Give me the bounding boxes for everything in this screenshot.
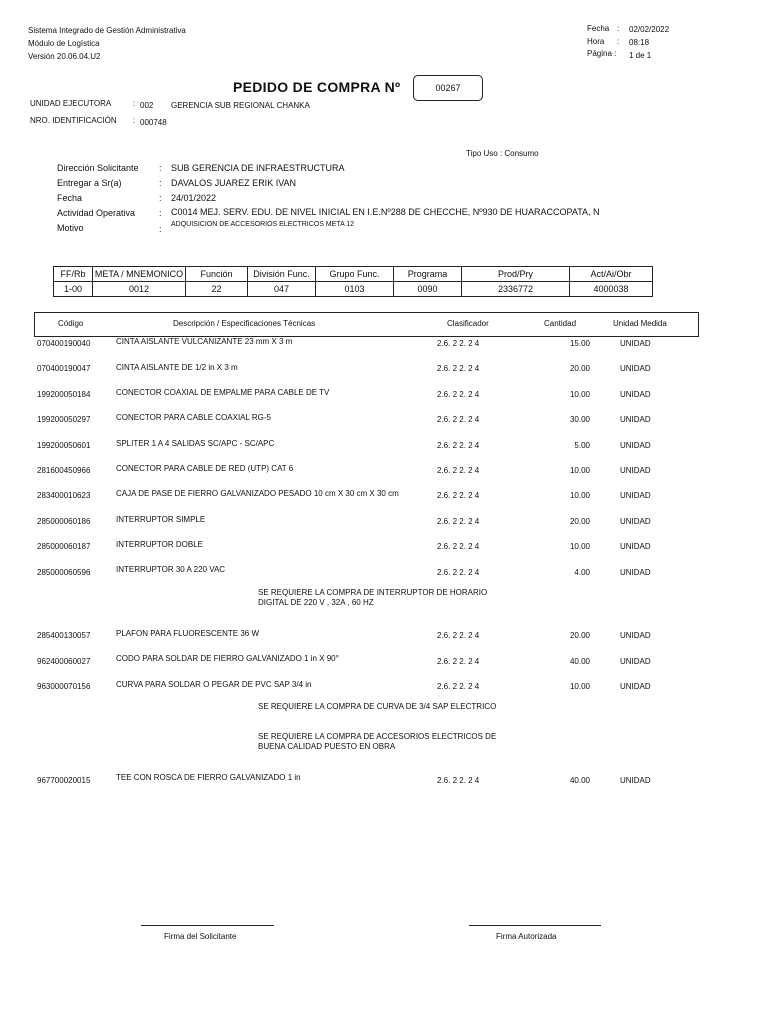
page-title: PEDIDO DE COMPRA Nº: [233, 79, 401, 95]
item-classifier: 2.6. 2 2. 2 4: [437, 415, 480, 424]
budget-cell: 0103: [316, 282, 394, 297]
item-code: 963000070156: [37, 682, 91, 691]
budget-cell: 0012: [93, 282, 186, 297]
actividad-label: Actividad Operativa: [57, 208, 136, 218]
item-code: 070400190047: [37, 364, 91, 373]
unidad-label: UNIDAD EJECUTORA: [30, 99, 112, 108]
print-time-colon: :: [617, 37, 620, 46]
identificacion-value: 000748: [140, 118, 167, 127]
unidad-code: 002: [140, 101, 154, 110]
module-name: Módulo de Logística: [28, 39, 100, 48]
item-code: 962400060027: [37, 657, 91, 666]
item-description: CONECTOR COAXIAL DE EMPALME PARA CABLE DE TV: [116, 388, 330, 397]
budget-table: [53, 266, 653, 297]
item-code: 281600450966: [37, 466, 91, 475]
item-classifier: 2.6. 2 2. 2 4: [437, 364, 480, 373]
item-quantity: 40.00: [569, 657, 590, 666]
item-classifier: 2.6. 2 2. 2 4: [437, 657, 480, 666]
print-time-label: Hora: [587, 37, 605, 46]
item-classifier: 2.6. 2 2. 2 4: [437, 568, 480, 577]
identificacion-label: NRO. IDENTIFICACIÓN: [30, 116, 117, 125]
item-quantity: 10.00: [569, 682, 590, 691]
budget-header: META / MNEMONICO: [93, 267, 186, 282]
item-description: INTERRUPTOR SIMPLE: [116, 515, 206, 524]
col-header-unidad: Unidad Medida: [613, 319, 667, 328]
items-header-box: [34, 312, 699, 337]
budget-cell: 2336772: [462, 282, 570, 297]
item-quantity: 30.00: [569, 415, 590, 424]
actividad-value: C0014 MEJ. SERV. EDU. DE NIVEL INICIAL EN I.E.Nº288 DE CHECCHE, Nº930 DE HUARACCOPATA, N: [171, 207, 600, 217]
budget-header: División Func.: [248, 267, 316, 282]
item-classifier: 2.6. 2 2. 2 4: [437, 491, 480, 500]
item-quantity: 10.00: [569, 466, 590, 475]
item-unit: UNIDAD: [620, 339, 651, 348]
item-code: 285000060596: [37, 568, 91, 577]
order-number-box: [413, 75, 483, 101]
item-code: 283400010623: [37, 491, 91, 500]
signature-label-autorizada: Firma Autorizada: [496, 932, 557, 941]
budget-header: Función: [186, 267, 248, 282]
item-description: CURVA PARA SOLDAR O PEGAR DE PVC SAP 3/4 in: [116, 680, 312, 689]
item-classifier: 2.6. 2 2. 2 4: [437, 390, 480, 399]
item-unit: UNIDAD: [620, 542, 651, 551]
budget-cell: 047: [248, 282, 316, 297]
item-note: SE REQUIERE LA COMPRA DE INTERRUPTOR DE HORARIO: [258, 588, 488, 597]
item-code: 967700020015: [37, 776, 91, 785]
budget-cell: 22: [186, 282, 248, 297]
col-header-cantidad: Cantidad: [544, 319, 577, 328]
tipo-uso: Tipo Uso : Consumo: [466, 149, 539, 158]
item-classifier: 2.6. 2 2. 2 4: [437, 339, 480, 348]
item-unit: UNIDAD: [620, 415, 651, 424]
item-quantity: 5.00: [574, 441, 590, 450]
unidad-colon: :: [133, 99, 136, 108]
col-header-codigo: Código: [58, 319, 84, 328]
page-value: 1 de 1: [629, 51, 652, 60]
item-unit: UNIDAD: [620, 517, 651, 526]
item-unit: UNIDAD: [620, 776, 651, 785]
version-label: Versión 20.06.04.U2: [28, 52, 101, 61]
budget-cell: 1-00: [54, 282, 93, 297]
fecha-value: 24/01/2022: [171, 193, 217, 203]
item-quantity: 15.00: [569, 339, 590, 348]
motivo-value: ADQUISICION DE ACCESORIOS ELECTRICOS META 12: [171, 221, 355, 228]
item-unit: UNIDAD: [620, 491, 651, 500]
identificacion-colon: :: [133, 116, 136, 125]
direccion-label: Dirección Solicitante: [57, 163, 139, 173]
item-unit: UNIDAD: [620, 657, 651, 666]
item-description: CODO PARA SOLDAR DE FIERRO GALVANIZADO 1 in X 90°: [116, 654, 339, 663]
item-classifier: 2.6. 2 2. 2 4: [437, 441, 480, 450]
budget-header: FF/Rb: [54, 267, 93, 282]
item-quantity: 20.00: [569, 631, 590, 640]
direccion-value: SUB GERENCIA DE INFRAESTRUCTURA: [171, 163, 345, 173]
item-classifier: 2.6. 2 2. 2 4: [437, 517, 480, 526]
signature-label-solicitante: Firma del Solicitante: [164, 932, 237, 941]
item-quantity: 40.00: [569, 776, 590, 785]
item-unit: UNIDAD: [620, 364, 651, 373]
item-classifier: 2.6. 2 2. 2 4: [437, 466, 480, 475]
item-description: INTERRUPTOR 30 A 220 VAC: [116, 565, 226, 574]
item-code: 199200050601: [37, 441, 91, 450]
budget-cell: 0090: [394, 282, 462, 297]
item-quantity: 10.00: [569, 390, 590, 399]
item-code: 285400130057: [37, 631, 91, 640]
budget-cell: 4000038: [570, 282, 653, 297]
item-code: 070400190040: [37, 339, 91, 348]
motivo-colon: :: [159, 224, 162, 234]
system-name: Sistema Integrado de Gestión Administrativa: [28, 26, 186, 35]
item-description: TEE CON ROSCA DE FIERRO GALVANIZADO 1 in: [116, 773, 301, 782]
print-date-value: 02/02/2022: [629, 25, 670, 34]
unidad-name: GERENCIA SUB REGIONAL CHANKA: [171, 101, 310, 110]
budget-header: Programa: [394, 267, 462, 282]
item-unit: UNIDAD: [620, 568, 651, 577]
item-quantity: 4.00: [574, 568, 590, 577]
print-time-value: 08:18: [629, 38, 650, 47]
fecha-label: Fecha: [57, 193, 83, 203]
item-note: SE REQUIERE LA COMPRA DE CURVA DE 3/4 SAP ELECTRICO: [258, 702, 497, 711]
item-description: CINTA AISLANTE DE 1/2 in X 3 m: [116, 363, 238, 372]
item-classifier: 2.6. 2 2. 2 4: [437, 776, 480, 785]
budget-header: Grupo Func.: [316, 267, 394, 282]
direccion-colon: :: [159, 163, 162, 173]
col-header-clasificador: Clasificador: [447, 319, 489, 328]
page-label: Página :: [587, 49, 617, 58]
item-code: 285000060186: [37, 517, 91, 526]
item-unit: UNIDAD: [620, 682, 651, 691]
item-quantity: 10.00: [569, 491, 590, 500]
motivo-label: Motivo: [57, 223, 84, 233]
item-code: 199200050297: [37, 415, 91, 424]
item-description: INTERRUPTOR DOBLE: [116, 540, 203, 549]
item-note: SE REQUIERE LA COMPRA DE ACCESORIOS ELECTRICOS DE: [258, 732, 497, 741]
item-description: CINTA AISLANTE VULCANIZANTE 23 mm X 3 m: [116, 337, 293, 346]
item-unit: UNIDAD: [620, 631, 651, 640]
budget-header: Prod/Pry: [462, 267, 570, 282]
actividad-colon: :: [159, 208, 162, 218]
item-code: 199200050184: [37, 390, 91, 399]
fecha-colon: :: [159, 193, 162, 203]
item-description: PLAFON PARA FLUORESCENTE 36 W: [116, 629, 259, 638]
item-classifier: 2.6. 2 2. 2 4: [437, 542, 480, 551]
item-classifier: 2.6. 2 2. 2 4: [437, 631, 480, 640]
budget-header-row: [54, 267, 653, 282]
print-date-label: Fecha: [587, 24, 610, 33]
item-unit: UNIDAD: [620, 390, 651, 399]
item-unit: UNIDAD: [620, 441, 651, 450]
item-description: CONECTOR PARA CABLE DE RED (UTP) CAT 6: [116, 464, 294, 473]
item-description: CAJA DE PASE DE FIERRO GALVANIZADO PESADO 10 cm X 30 cm X 30 cm: [116, 489, 399, 498]
order-number: 00267: [435, 83, 461, 93]
entregar-colon: :: [159, 178, 162, 188]
item-unit: UNIDAD: [620, 466, 651, 475]
item-quantity: 20.00: [569, 364, 590, 373]
item-description: CONECTOR PARA CABLE COAXIAL RG-5: [116, 413, 272, 422]
entregar-value: DAVALOS JUAREZ ERIK IVAN: [171, 178, 297, 188]
budget-value-row: [54, 282, 653, 297]
item-quantity: 20.00: [569, 517, 590, 526]
signature-line-solicitante: [141, 925, 274, 926]
item-quantity: 10.00: [569, 542, 590, 551]
budget-header: Act/Ai/Obr: [570, 267, 653, 282]
print-date-colon: :: [617, 24, 620, 33]
item-note: BUENA CALIDAD PUESTO EN OBRA: [258, 742, 396, 751]
entregar-label: Entregar a Sr(a): [57, 178, 122, 188]
item-classifier: 2.6. 2 2. 2 4: [437, 682, 480, 691]
item-description: SPLITER 1 A 4 SALIDAS SC/APC - SC/APC: [116, 439, 275, 448]
signature-line-autorizada: [469, 925, 601, 926]
item-note: DIGITAL DE 220 V , 32A , 60 HZ: [258, 598, 374, 607]
col-header-descripcion: Descripción / Especificaciones Técnicas: [173, 319, 316, 328]
item-code: 285000060187: [37, 542, 91, 551]
